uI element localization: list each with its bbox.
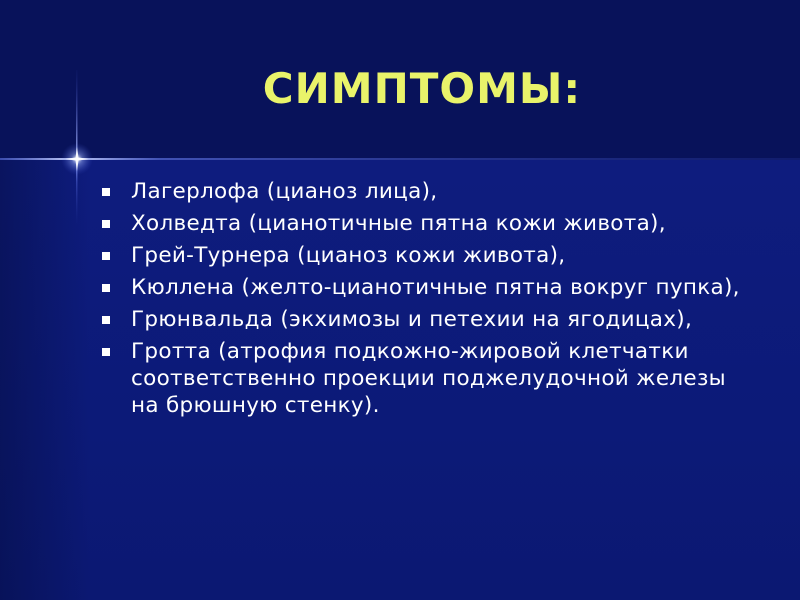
list-item (100, 274, 740, 301)
list-item-text: Кюллена (желто-цианотичные пятна вокруг пупка), (131, 275, 740, 300)
bullet-square-icon (102, 252, 110, 260)
bullet-square-icon (102, 348, 110, 356)
symptom-list (100, 178, 740, 424)
list-item-text: Лагерлофа (цианоз лица), (131, 179, 438, 204)
list-item (100, 210, 740, 237)
list-item (100, 306, 740, 333)
list-item-text: Гротта (атрофия подкожно-жировой клетчатки соответственно проекции поджелудочной железы на брюшную стенку). (131, 339, 726, 418)
bullet-square-icon (102, 188, 110, 196)
list-item (100, 178, 740, 205)
left-shadow (0, 160, 90, 600)
list-item-text: Грей-Турнера (цианоз кожи живота), (131, 243, 566, 268)
bullet-square-icon (102, 220, 110, 228)
list-item-text: Холведта (цианотичные пятна кожи живота), (131, 211, 666, 236)
slide-title: СИМПТОМЫ: (262, 64, 582, 113)
bullet-square-icon (102, 284, 110, 292)
bullet-square-icon (102, 316, 110, 324)
list-item-text: Грюнвальда (экхимозы и петехии на ягодицах), (131, 307, 693, 332)
list-item (100, 338, 740, 419)
list-item (100, 242, 740, 269)
